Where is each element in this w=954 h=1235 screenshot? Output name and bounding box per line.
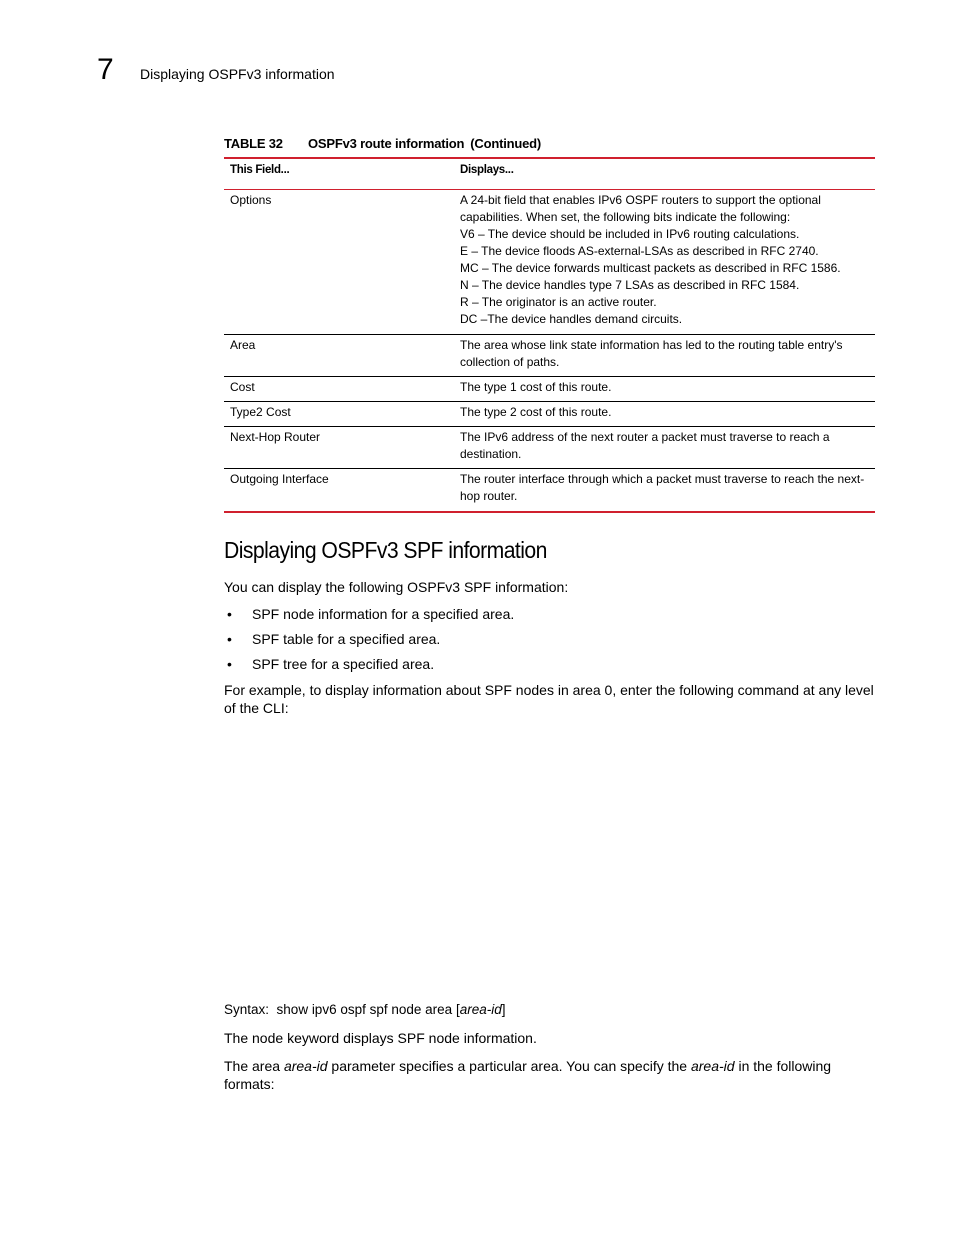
column-header-displays: Displays... [454,158,875,190]
description-cell: The router interface through which a packet must traverse to reach the next-hop router. [454,469,875,513]
description-line: R – The originator is an active router. [460,295,657,309]
description-line: V6 – The device should be included in IPv6 routing calculations. [460,227,800,241]
field-cell: Area [224,335,454,377]
syntax-bracket-open: [ [455,1002,460,1017]
section-heading: Displaying OSPFv3 SPF information [224,537,547,563]
section-intro: You can display the following OSPFv3 SPF information: [224,579,569,595]
bullet-icon: • [227,606,232,622]
description-cell: The type 2 cost of this route. [454,402,875,427]
node-keyword: node [252,1030,284,1046]
area-paragraph [224,1057,875,1093]
running-title: Displaying OSPFv3 information [140,66,335,82]
field-cell: Cost [224,377,454,402]
list-item [224,605,514,630]
node-para-prefix: The [224,1030,249,1046]
description-cell: The type 1 cost of this route. [454,377,875,402]
description-line: MC – The device forwards multicast packets as described in RFC 1586. [460,261,841,275]
area-para-suffix: in the following formats: [224,1058,832,1092]
description-cell: The IPv6 address of the next router a packet must traverse to reach a destination. [454,427,875,469]
table-row [224,469,875,513]
table-row [224,335,875,377]
table-caption-continued: (Continued) [470,136,542,151]
table-row [224,190,875,335]
syntax-line [224,1001,506,1019]
syntax-param: area-id [459,1002,502,1017]
description-line: N – The device handles type 7 LSAs as described in RFC 1584. [460,278,800,292]
route-info-table [224,157,875,513]
example-paragraph: For example, to display information about SPF nodes in area 0, enter the following command at any level of the CLI: [224,682,874,716]
list-item [224,655,514,680]
field-cell: Options [224,190,454,335]
description-cell: The area whose link state information has led to the routing table entry's collection of paths. [454,335,875,377]
chapter-number: 7 [97,53,114,86]
bullet-icon: • [227,656,232,672]
syntax-label: Syntax: [224,1002,270,1017]
area-keyword: area [252,1058,281,1074]
syntax-bracket-close: ] [501,1002,506,1017]
list-item-text: SPF table for a specified area. [252,631,441,647]
table-row [224,402,875,427]
area-param-2: area-id [690,1058,735,1074]
table-caption-number: TABLE 32 [224,136,283,151]
description-line: A 24-bit field that enables IPv6 OSPF routers to support the optional capabilities. When set, the following bits indicate the following: [460,193,821,224]
list-item [224,630,514,655]
description-line: DC –The device handles demand circuits. [460,312,683,326]
spf-info-list [224,605,514,680]
table-caption-title: OSPFv3 route information [308,136,465,151]
bullet-icon: • [227,631,232,647]
node-para-suffix: keyword displays SPF node information. [287,1030,537,1046]
area-para-prefix: The [224,1058,249,1074]
list-item-text: SPF tree for a specified area. [252,656,435,672]
field-cell: Outgoing Interface [224,469,454,513]
area-param: area-id [283,1058,328,1074]
area-para-middle: parameter specifies a particular area. You can specify the [331,1058,688,1074]
list-item-text: SPF node information for a specified area. [252,606,515,622]
table-row [224,377,875,402]
column-header-field: This Field... [224,158,454,190]
description-cell [454,190,875,335]
table-header-row [224,158,875,190]
node-paragraph [224,1029,875,1047]
table-row [224,427,875,469]
field-cell: Next-Hop Router [224,427,454,469]
syntax-command: show ipv6 ospf spf node area [276,1002,453,1017]
table-caption [224,136,541,152]
field-cell: Type2 Cost [224,402,454,427]
description-line: E – The device floods AS-external-LSAs as described in RFC 2740. [460,244,819,258]
